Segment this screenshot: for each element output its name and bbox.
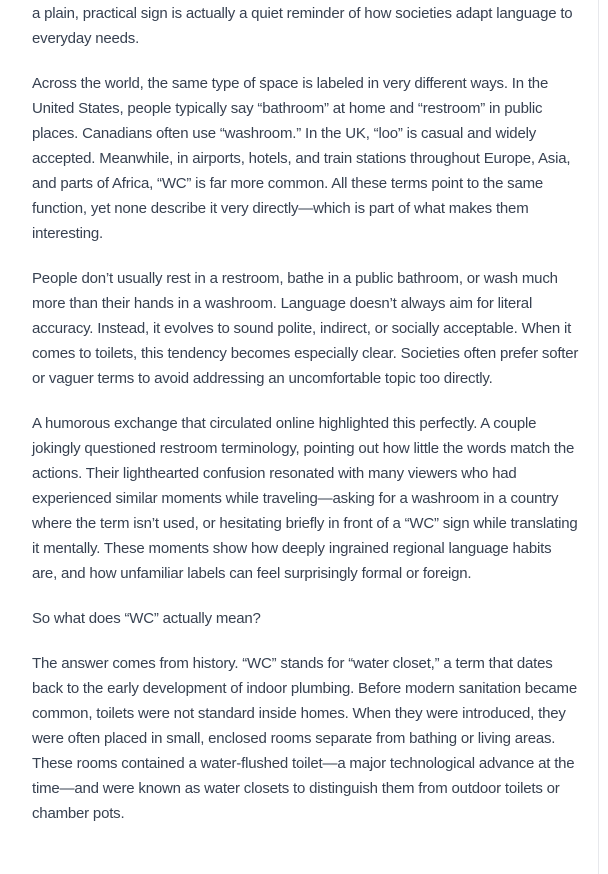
paragraph-regional-terms: Across the world, the same type of space is labeled in very different ways. In the United States, people typically say “bathroom” at home and “restroom” in public places. Canadians often use “washroom.” In the UK, “loo” is casual and widely accepted. Meanwhile, in airports, hotels, and train stations throughout Europe, Asia, and parts of Africa, “WC” is far more common. All these terms point to the same function, yet none describe it very directly—which is part of what makes them interesting. xyxy=(32,75,571,242)
paragraph-wc-history: The answer comes from history. “WC” stands for “water closet,” a term that dates back to the early development of indoor plumbing. Before modern sanitation became common, toilets were not standard inside homes. When they were introduced, they were often placed in small, enclosed rooms separate from bathing or living areas. These rooms contained a water-flushed toilet—a major technological advance at the time—and were known as water closets to distinguish them from outdoor toilets or chamber pots. xyxy=(32,655,577,822)
content-right-border xyxy=(598,0,599,874)
paragraph-language-politeness: People don’t usually rest in a restroom, bathe in a public bathroom, or wash much more than their hands in a washroom. Language doesn’t always aim for literal accuracy. Instead, it evolves to sound polite, indirect, or socially acceptable. When it comes to toilets, this tendency becomes especially clear. Societies often prefer softer or vaguer terms to avoid addressing an uncomfortable topic too directly. xyxy=(32,270,579,387)
article-body xyxy=(32,1,580,846)
paragraph-intro-cutoff: a plain, practical sign is actually a quiet reminder of how societies adapt language to everyday needs. xyxy=(32,5,573,47)
question-what-does-wc-mean: So what does “WC” actually mean? xyxy=(32,610,261,627)
paragraph-viral-exchange: A humorous exchange that circulated online highlighted this perfectly. A couple jokingly questioned restroom terminology, pointing out how little the words match the actions. Their lighthearted confusion resonated with many viewers who had experienced similar moments while traveling—asking for a washroom in a country where the term isn’t used, or hesitating briefly in front of a “WC” sign while translating it mentally. These moments show how deeply ingrained regional language habits are, and how unfamiliar labels can feel surprisingly formal or foreign. xyxy=(32,415,578,582)
